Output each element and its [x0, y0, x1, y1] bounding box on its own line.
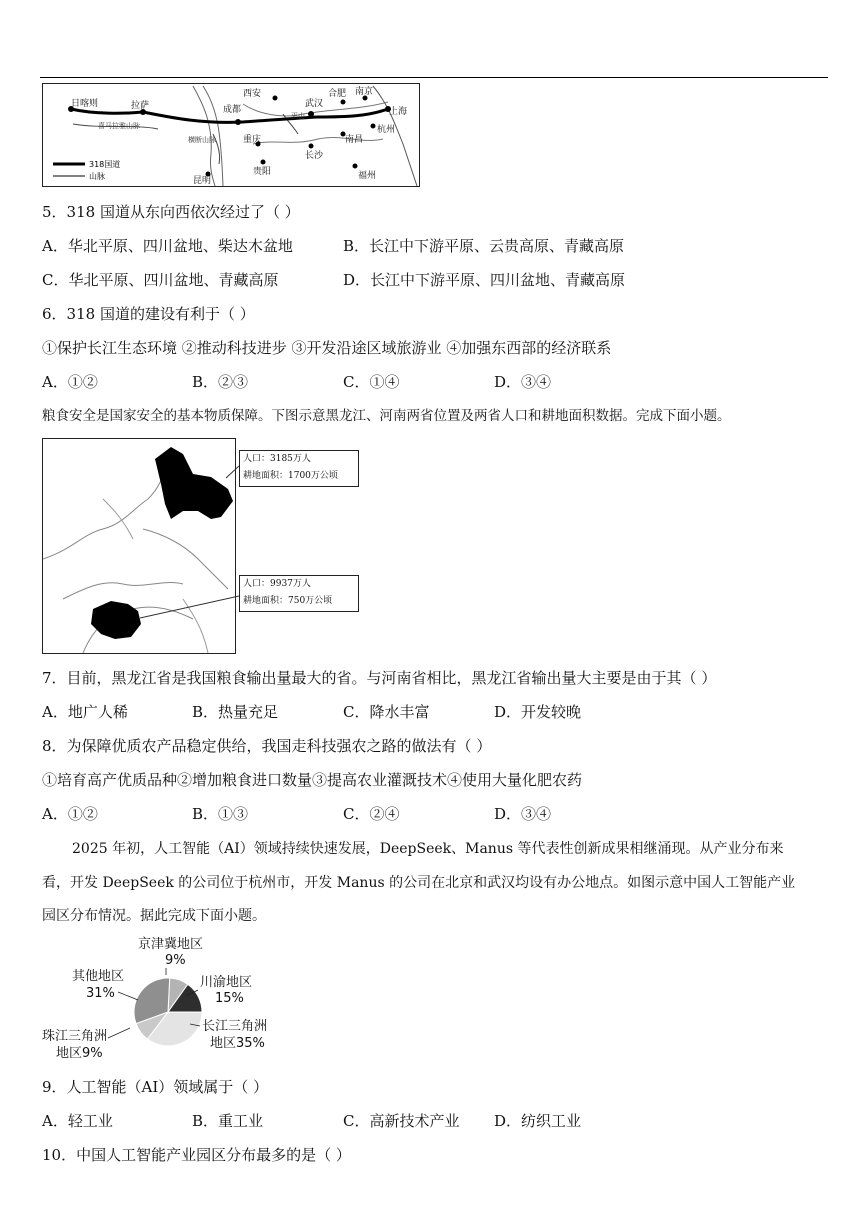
q5-option-d[interactable]: D．长江中下游平原、四川盆地、青藏高原 [343, 271, 626, 289]
label-jjj-name: 京津冀地区 [138, 937, 204, 952]
mountain-wushan: 巫山 [291, 112, 305, 120]
hn-population: 人口：9937万人 [243, 579, 311, 589]
city-chengdu: 成都 [223, 105, 242, 115]
q8-items: ①培育高产优质品种②增加粮食进口数量③提高农业灌溉技术④使用大量化肥农药 [42, 771, 583, 789]
ai-intro-line1: 2025 年初，人工智能（AI）领域持续快速发展，DeepSeek、Manus 等代表性创新成果相继涌现。从产业分布来 [72, 841, 784, 857]
label-zj-name: 珠江三角洲 [42, 1029, 108, 1044]
label-cj-name: 长江三角洲 [202, 1019, 268, 1034]
q8-stem: 8．为保障优质农产品稳定供给，我国走科技强农之路的做法有（ ） [42, 737, 492, 755]
q7-stem: 7．目前，黑龙江省是我国粮食输出量最大的省。与河南省相比，黑龙江省输出量大主要是由于其（ ） [42, 669, 717, 687]
q5-option-c[interactable]: C．华北平原、四川盆地、青藏高原 [42, 271, 279, 289]
q9-option-c[interactable]: C．高新技术产业 [343, 1112, 460, 1130]
q8-option-d[interactable]: D．③④ [494, 805, 552, 823]
city-changsha: 长沙 [305, 151, 324, 161]
q9-option-d[interactable]: D．纺织工业 [494, 1112, 582, 1130]
label-jjj-value: 9% [165, 953, 186, 968]
mountain-himalaya: 喜马拉雅山脉 [98, 122, 140, 130]
q6-items: ①保护长江生态环境 ②推动科技进步 ③开发沿途区域旅游业 ④加强东西部的经济联系 [42, 339, 612, 357]
henan-callout [239, 575, 359, 612]
heilongjiang-callout [239, 450, 359, 487]
q6-stem: 6．318 国道的建设有利于（ ） [42, 305, 255, 323]
label-qt-name: 其他地区 [72, 969, 125, 984]
grain-intro: 粮食安全是国家安全的基本物质保障。下图示意黑龙江、河南两省位置及两省人口和耕地面积数据。完成下面小题。 [42, 408, 731, 424]
mountain-hengduan: 横断山脉 [188, 136, 216, 144]
q5-option-a[interactable]: A．华北平原、四川盆地、柴达木盆地 [42, 237, 293, 255]
pie-slices [134, 978, 202, 1046]
city-wuhan: 武汉 [305, 99, 324, 109]
q9-stem: 9．人工智能（AI）领域属于（ ） [42, 1078, 269, 1096]
hlj-population: 人口：3185万人 [243, 454, 311, 464]
q9-option-b[interactable]: B．重工业 [192, 1112, 264, 1130]
q10-stem: 10．中国人工智能产业园区分布最多的是（ ） [42, 1146, 351, 1164]
city-lasa: 拉萨 [131, 101, 150, 111]
city-hangzhou: 杭州 [377, 125, 396, 135]
ai-intro-line3: 园区分布情况。据此完成下面小题。 [42, 908, 266, 924]
q8-option-a[interactable]: A．①② [42, 805, 98, 823]
city-rikaze: 日喀则 [71, 99, 99, 109]
city-guiyang: 贵阳 [253, 167, 272, 177]
ai-intro-line2: 看，开发 DeepSeek 的公司位于杭州市，开发 Manus 的公司在北京和武汉均设有办公地点。如图示意中国人工智能产业 [42, 875, 796, 891]
q6-option-a[interactable]: A．①② [42, 373, 98, 391]
q9-option-a[interactable]: A．轻工业 [42, 1112, 113, 1130]
city-kunming: 昆明 [193, 176, 212, 186]
hn-farmland: 耕地面积：750万公顷 [243, 596, 333, 606]
city-nanjing: 南京 [355, 87, 374, 97]
label-cy-value: 15% [215, 991, 244, 1006]
q5-stem: 5．318 国道从东向西依次经过了（ ） [42, 203, 300, 221]
hlj-farmland: 耕地面积：1700万公顷 [243, 471, 338, 481]
q6-option-b[interactable]: B．②③ [192, 373, 249, 391]
q7-option-a[interactable]: A．地广人稀 [42, 703, 128, 721]
q8-option-c[interactable]: C．②④ [343, 805, 400, 823]
city-xian: 西安 [243, 89, 262, 99]
q6-option-d[interactable]: D．③④ [494, 373, 552, 391]
q7-option-b[interactable]: B．热量充足 [192, 703, 279, 721]
q7-option-c[interactable]: C．降水丰富 [343, 703, 430, 721]
legend-mountain: 山脉 [89, 172, 105, 181]
q8-option-b[interactable]: B．①③ [192, 805, 249, 823]
label-cy-name: 川渝地区 [200, 975, 253, 990]
q5-option-b[interactable]: B．长江中下游平原、云贵高原、青藏高原 [343, 237, 625, 255]
q6-option-c[interactable]: C．①④ [343, 373, 400, 391]
city-nanchang: 南昌 [345, 135, 364, 145]
ai-park-pie-chart [40, 930, 300, 1065]
city-hefei: 合肥 [328, 89, 347, 99]
city-shanghai: 上海 [389, 107, 408, 117]
label-qt-value: 31% [86, 986, 115, 1001]
q7-option-d[interactable]: D．开发较晚 [494, 703, 582, 721]
legend-road-318: 318国道 [89, 160, 121, 169]
label-cj-value: 地区35% [210, 1036, 265, 1051]
city-fuzhou: 福州 [358, 171, 377, 181]
city-chongqing: 重庆 [243, 135, 262, 145]
label-zj-value: 地区9% [56, 1046, 103, 1061]
